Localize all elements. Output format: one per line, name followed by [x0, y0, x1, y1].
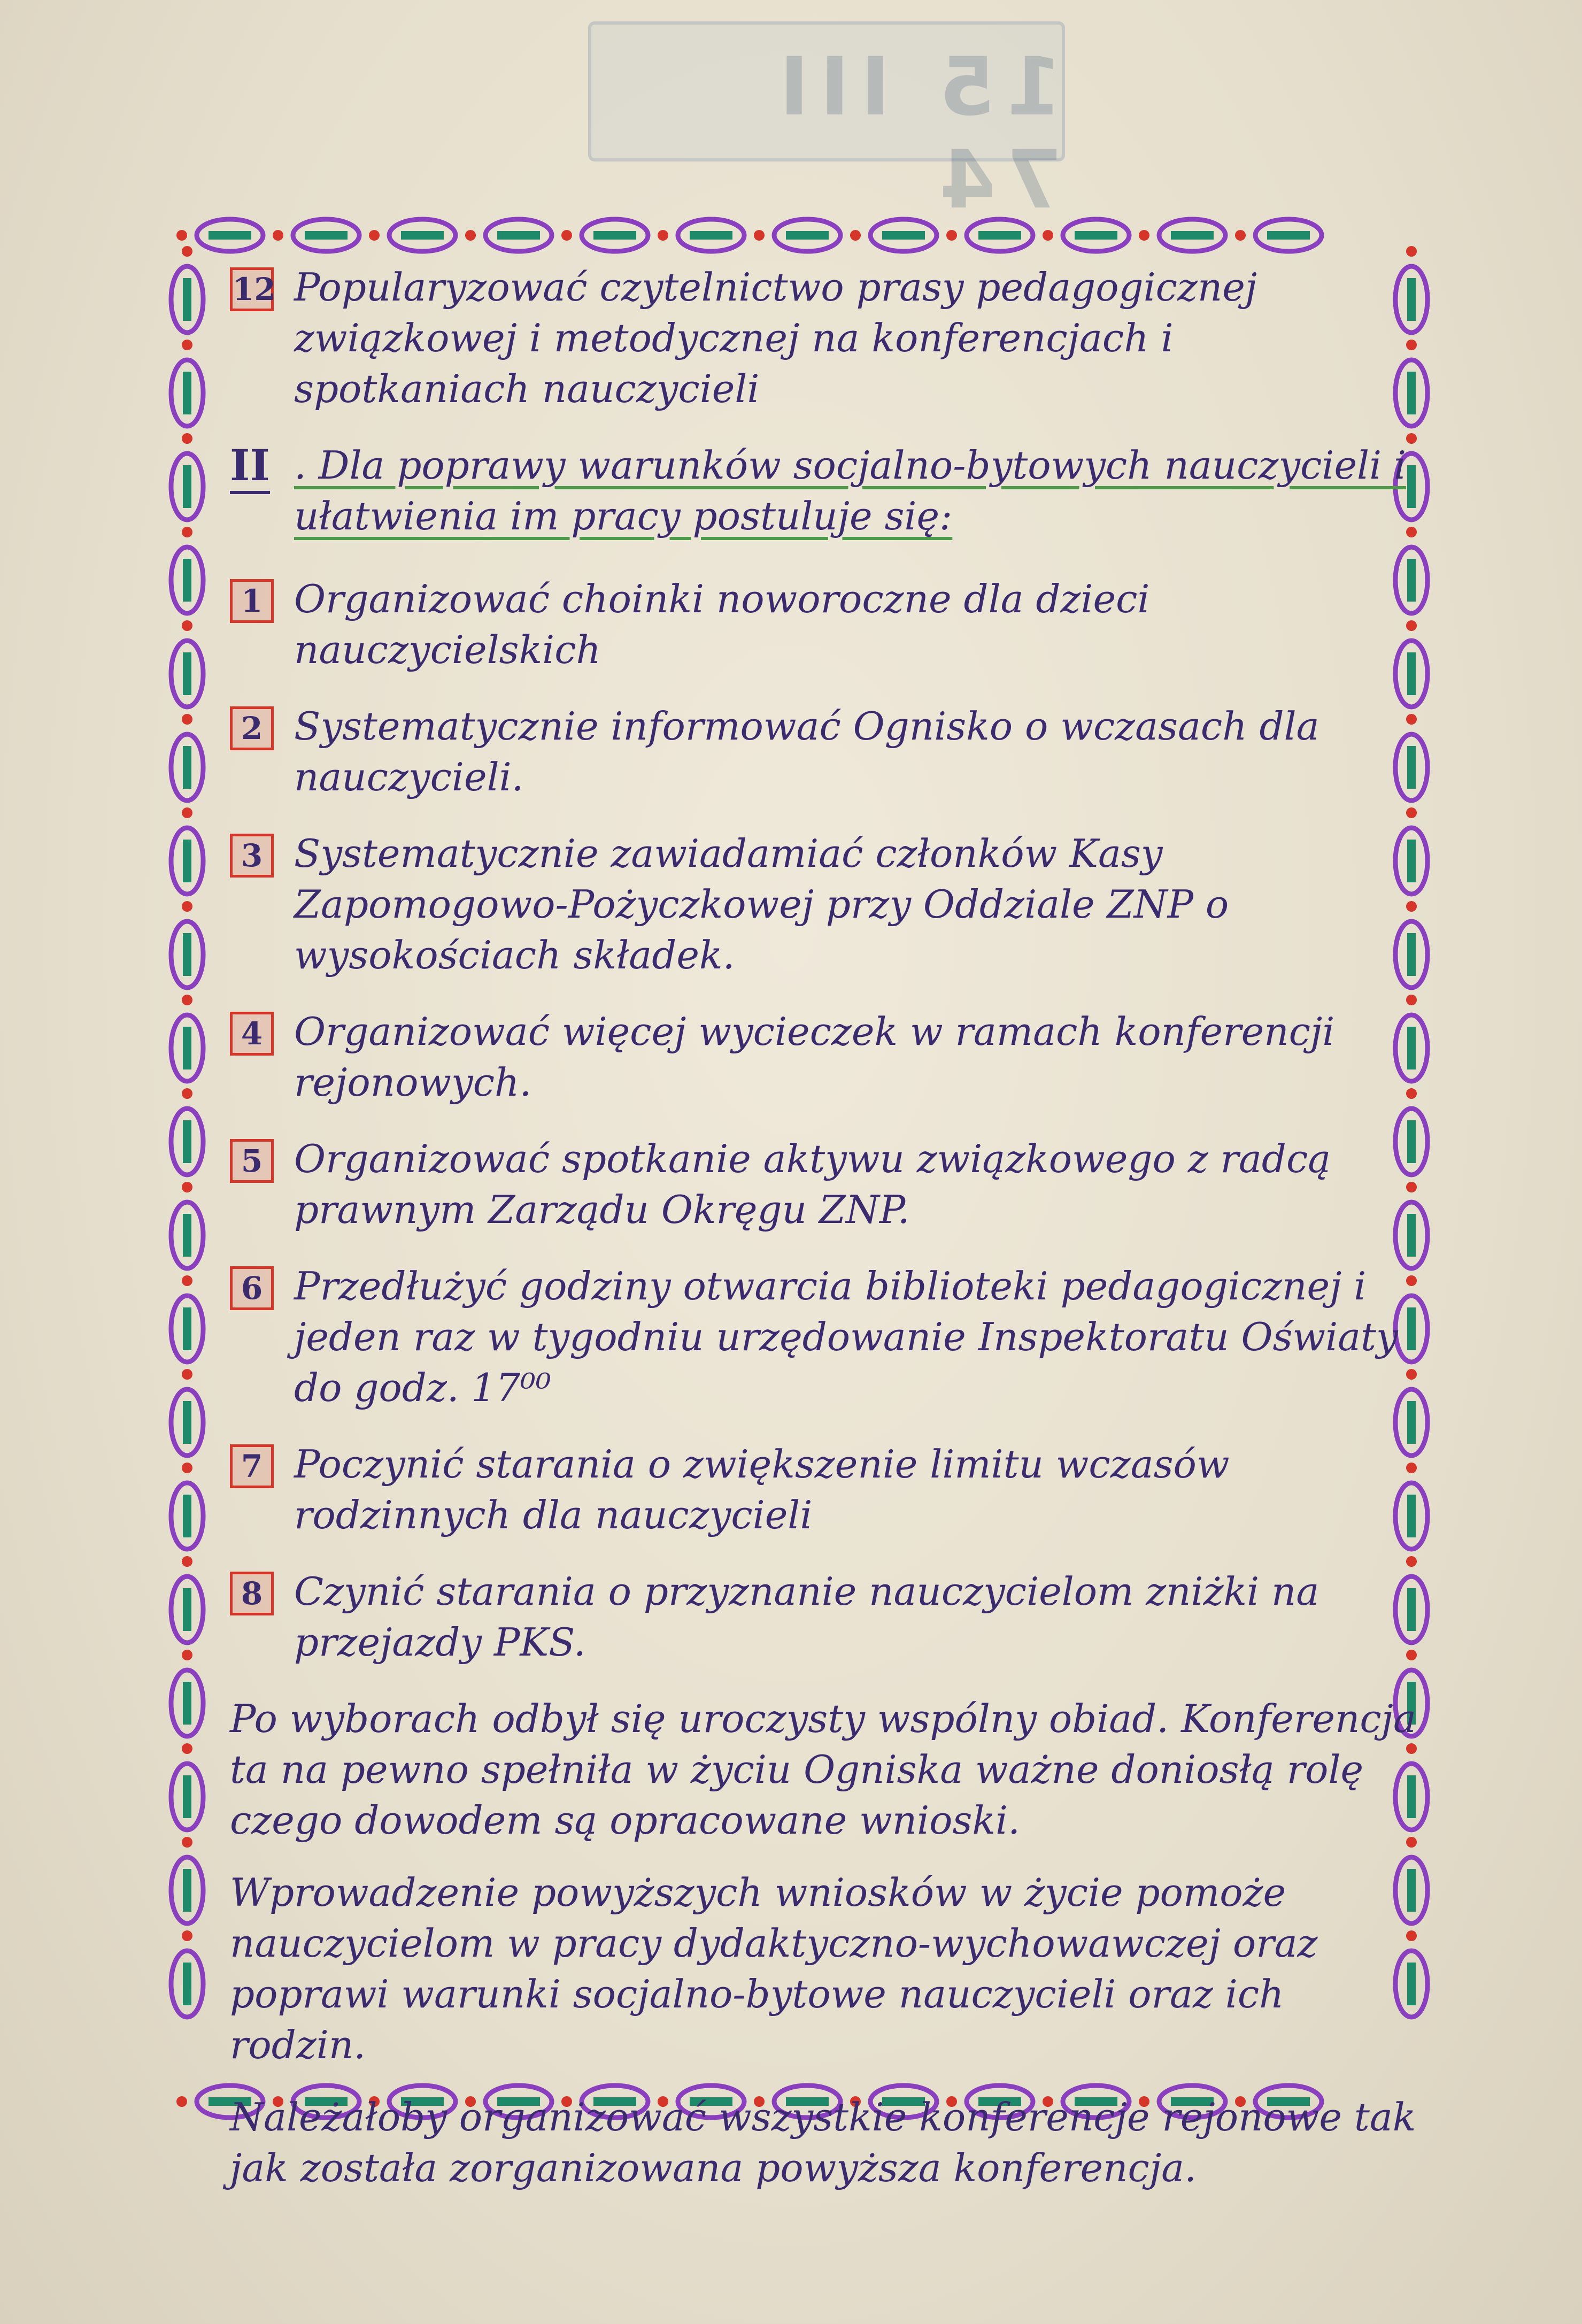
border-red-dot	[182, 1930, 192, 1941]
item-number: 2	[230, 706, 274, 750]
border-red-dot	[182, 1743, 192, 1754]
item-number: 6	[230, 1266, 274, 1310]
border-green-stroke	[183, 1307, 191, 1350]
border-red-dot	[369, 230, 380, 241]
list-item	[230, 262, 1417, 414]
border-red-dot	[182, 901, 192, 912]
border-red-dot	[182, 1556, 192, 1567]
border-red-dot	[182, 1650, 192, 1660]
item-text: Popularyzować czytelnictwo prasy pedagogicznej związkowej i metodycznej na konferencjach i spotkaniach nauczycieli	[294, 265, 1257, 411]
border-green-stroke	[1075, 231, 1117, 240]
border-red-dot	[465, 230, 476, 241]
item-text: Organizować spotkanie aktywu związkowego z radcą prawnym Zarządu Okręgu ZNP.	[294, 1136, 1331, 1232]
list-item	[230, 1006, 1417, 1108]
item-number: 8	[230, 1572, 274, 1615]
border-green-stroke	[593, 231, 636, 240]
item-number: 5	[230, 1139, 274, 1183]
document-body	[230, 262, 1417, 2194]
border-red-dot	[182, 1369, 192, 1380]
paragraph-implementation: Wprowadzenie powyższych wniosków w życie pomoże nauczycielom w pracy dydaktyczno-wychowawczej oraz poprawi warunki socjalno-bytowe nauczycieli oraz ich rodzin.	[230, 1870, 1318, 2067]
border-red-dot	[182, 340, 192, 350]
item-text: Poczynić starania o zwiększenie limitu wczasów rodzinnych dla nauczycieli	[294, 1442, 1230, 1537]
border-red-dot	[182, 246, 192, 257]
border-green-stroke	[183, 278, 191, 321]
paragraph-recommendation: Należałoby organizować wszystkie konferencje rejonowe tak jak została zorganizowana powyższa konferencja.	[230, 2095, 1416, 2190]
border-green-stroke	[690, 231, 732, 240]
border-green-stroke	[183, 746, 191, 789]
section-roman-numeral: II	[230, 440, 270, 494]
border-red-dot	[182, 620, 192, 631]
border-green-stroke	[183, 1588, 191, 1631]
border-red-dot	[1406, 246, 1417, 257]
item-text: Czynić starania o przyznanie nauczycielom zniżki na przejazdy PKS.	[294, 1569, 1319, 1665]
border-red-dot	[1043, 230, 1053, 241]
border-red-dot	[182, 1463, 192, 1473]
postulates-list	[230, 574, 1417, 1668]
border-green-stroke	[497, 231, 540, 240]
border-green-stroke	[183, 1963, 191, 2005]
item-number: 1	[230, 579, 274, 623]
item-text: Organizować choinki noworoczne dla dzieci nauczycielskich	[294, 576, 1150, 672]
item-number: 3	[230, 834, 274, 878]
border-red-dot	[182, 1088, 192, 1099]
section-heading	[230, 440, 1417, 542]
border-green-stroke	[209, 231, 251, 240]
border-red-dot	[182, 1837, 192, 1848]
border-green-stroke	[183, 465, 191, 508]
border-red-dot	[182, 807, 192, 818]
border-green-stroke	[183, 1120, 191, 1163]
list-item	[230, 1439, 1417, 1541]
border-red-dot	[658, 230, 668, 241]
border-red-dot	[176, 2096, 187, 2107]
item-text: Systematycznie informować Ognisko o wczasach dla nauczycieli.	[294, 704, 1319, 799]
border-red-dot	[273, 230, 283, 241]
border-red-dot	[1139, 230, 1149, 241]
border-green-stroke	[1267, 231, 1310, 240]
section-heading-text: . Dla poprawy warunków socjalno-bytowych nauczycieli i ułatwienia im pracy postuluje się:	[294, 443, 1407, 538]
border-red-dot	[176, 230, 187, 241]
border-red-dot	[182, 1182, 192, 1192]
border-green-stroke	[882, 231, 925, 240]
item-text: Organizować więcej wycieczek w ramach konferencji rejonowych.	[294, 1009, 1335, 1105]
border-green-stroke	[183, 933, 191, 976]
border-green-stroke	[183, 1682, 191, 1725]
stamp-text: 15 III 74	[768, 41, 1062, 227]
list-item	[230, 1261, 1417, 1413]
border-green-stroke	[978, 231, 1021, 240]
border-top	[176, 219, 1322, 251]
paragraph-dinner: Po wyborach odbył się uroczysty wspólny obiad. Konferencja ta na pewno spełniła w życiu Ogniska ważne doniosłą rolę czego dowodem są opracowane wnioski.	[230, 1696, 1416, 1843]
border-green-stroke	[183, 840, 191, 882]
border-red-dot	[561, 230, 572, 241]
border-red-dot	[850, 230, 861, 241]
border-green-stroke	[183, 1027, 191, 1069]
item-number: 7	[230, 1444, 274, 1488]
border-green-stroke	[183, 652, 191, 695]
items-before-list	[230, 262, 1417, 414]
item-number: 12	[230, 267, 274, 311]
border-left	[171, 246, 203, 2017]
border-green-stroke	[1171, 231, 1214, 240]
item-text: Systematycznie zawiadamiać członków Kasy Zapomogowo-Pożyczkowej przy Oddziale ZNP o wysokościach składek.	[294, 831, 1229, 978]
border-red-dot	[182, 527, 192, 537]
border-green-stroke	[183, 1869, 191, 1912]
item-number: 4	[230, 1012, 274, 1056]
border-green-stroke	[786, 231, 829, 240]
border-red-dot	[182, 995, 192, 1005]
list-item	[230, 574, 1417, 675]
border-green-stroke	[183, 1214, 191, 1257]
border-red-dot	[182, 714, 192, 725]
border-red-dot	[1235, 230, 1246, 241]
border-green-stroke	[183, 372, 191, 414]
list-item	[230, 1566, 1417, 1668]
border-green-stroke	[183, 1401, 191, 1444]
border-green-stroke	[183, 1775, 191, 1818]
border-red-dot	[182, 433, 192, 444]
item-text: Przedłużyć godziny otwarcia biblioteki pedagogicznej i jeden raz w tygodniu urzędowanie Inspektoratu Oświaty do godz. 17⁰⁰	[294, 1264, 1398, 1410]
border-red-dot	[946, 230, 957, 241]
border-green-stroke	[183, 1495, 191, 1537]
border-green-stroke	[183, 559, 191, 602]
list-item	[230, 701, 1417, 803]
border-green-stroke	[401, 231, 444, 240]
border-green-stroke	[305, 231, 348, 240]
list-item	[230, 1134, 1417, 1235]
border-red-dot	[754, 230, 765, 241]
list-item	[230, 828, 1417, 981]
border-red-dot	[182, 1275, 192, 1286]
